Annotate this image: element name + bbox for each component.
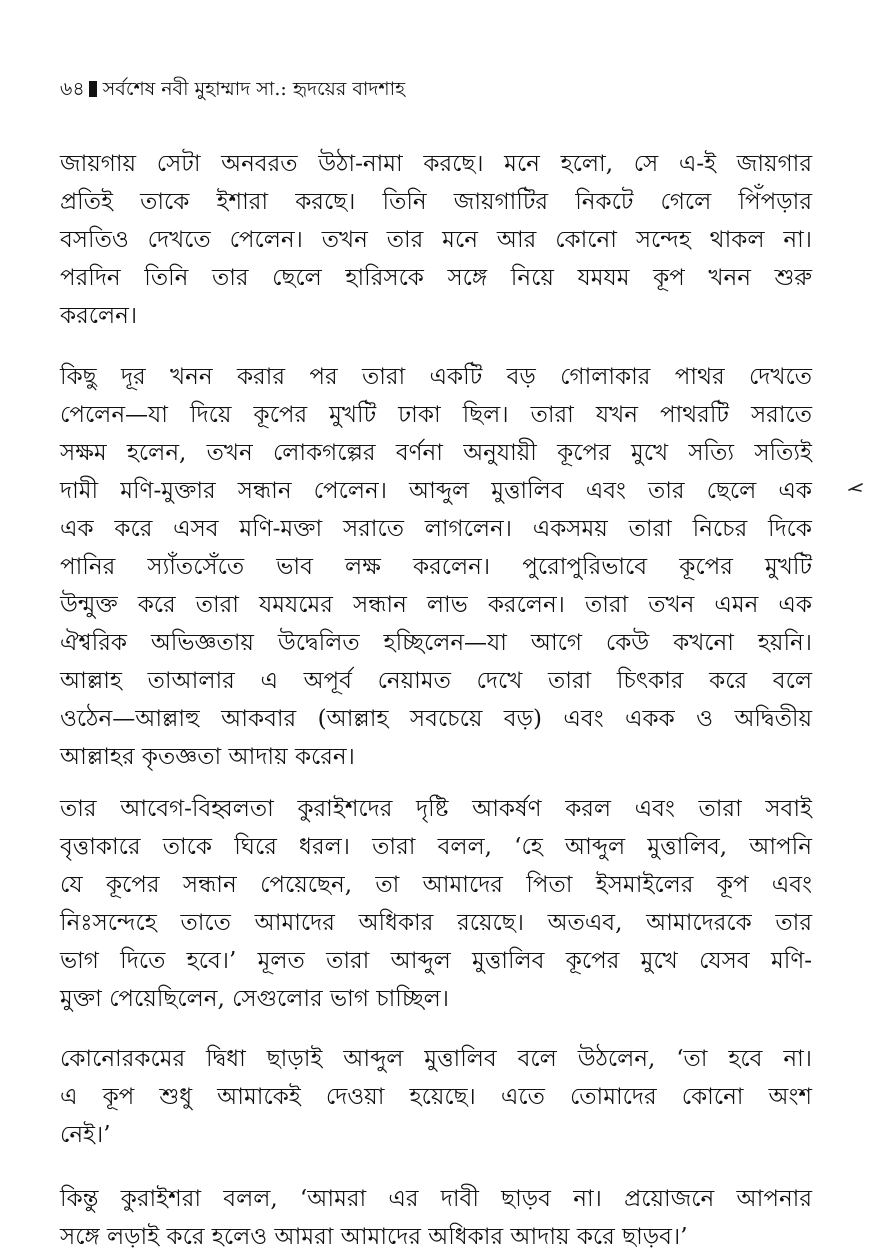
text-line: ঐশ্বরিক অভিজ্ঞতায় উদ্বেলিত হচ্ছিলেন—যা আগে কেউ কখনো হয়নি। [60,630,812,656]
paragraph-2 [60,358,812,776]
text-line: সক্ষম হলেন, তখন লোকগল্পের বর্ণনা অনুযায়ী কূপের মুখে সত্যি সত্যিই [60,440,812,466]
text-line: বসতিও দেখতে পেলেন। তখন তার মনে আর কোনো সন্দেহ থাকল না। [60,227,812,253]
text-line: প্রতিই তাকে ইশারা করছে। তিনি জায়গাটির নিকটে গেলে পিঁপড়ার [60,189,812,215]
text-line: ওঠেন—আল্লাহু আকবার (আল্লাহ সবচেয়ে বড়) এবং একক ও অদ্বিতীয় [60,706,812,732]
text-line: নিঃসন্দেহে তাতে আমাদের অধিকার রয়েছে। অতএব, আমাদেরকে তার [60,910,812,936]
text-line: এ কূপ শুধু আমাকেই দেওয়া হয়েছে। এতে তোমাদের কোনো অংশ [60,1084,812,1110]
paragraph-5 [60,1180,812,1256]
text-line: পেলেন—যা দিয়ে কূপের মুখটি ঢাকা ছিল। তারা যখন পাথরটি সরাতে [60,402,812,428]
text-line: আল্লাহর কৃতজ্ঞতা আদায় করেন। [60,744,355,770]
text-line: কোনোরকমের দ্বিধা ছাড়াই আব্দুল মুত্তালিব বলে উঠলেন, ‘তা হবে না। [60,1046,812,1072]
text-line: পানির স্যাঁতসেঁতে ভাব লক্ষ করলেন। পুরোপুরিভাবে কূপের মুখটি [60,554,812,580]
text-line: তার আবেগ-বিহ্বলতা কুরাইশদের দৃষ্টি আকর্ষণ করল এবং তারা সবাই [60,796,812,822]
text-line: পরদিন তিনি তার ছেলে হারিসকে সঙ্গে নিয়ে যমযম কূপ খনন শুরু [60,265,812,291]
paragraph-4 [60,1040,812,1154]
text-line: উন্মুক্ত করে তারা যমযমের সন্ধান লাভ করলেন। তারা তখন এমন এক [60,592,812,618]
page-number: ৬৪ [60,78,85,100]
text-line: নেই।’ [60,1122,111,1148]
paragraph-1 [60,145,812,335]
running-header [60,76,405,102]
text-line: আল্লাহ তাআলার এ অপূর্ব নেয়ামত দেখে তারা চিৎকার করে বলে [60,668,812,694]
text-line: করলেন। [60,303,138,329]
text-line: ভাগ দিতে হবে।’ মূলত তারা আব্দুল মুত্তালিব কূপের মুখে যেসব মণি- [60,948,812,974]
book-title: সর্বশেষ নবী মুহাম্মাদ সা.: হৃদয়ের বাদশাহ [102,78,406,100]
text-line: মুক্তা পেয়েছিলেন, সেগুলোর ভাগ চাচ্ছিল। [60,986,450,1012]
pen-mark-icon [848,482,864,492]
header-separator-square [89,81,97,97]
text-line: কিন্তু কুরাইশরা বলল, ‘আমরা এর দাবী ছাড়ব না। প্রয়োজনে আপনার [60,1186,812,1212]
text-line: এক করে এসব মণি-মক্তা সরাতে লাগলেন। একসময় তারা নিচের দিকে [60,516,812,542]
text-line: জায়গায় সেটা অনবরত উঠা-নামা করছে। মনে হলো, সে এ-ই জায়গার [60,151,812,177]
text-line: সঙ্গে লড়াই করে হলেও আমরা আমাদের অধিকার আদায় করে ছাড়ব।’ [60,1224,688,1250]
text-line: দামী মণি-মুক্তার সন্ধান পেলেন। আব্দুল মুত্তালিব এবং তার ছেলে এক [60,478,812,504]
text-line: কিছু দূর খনন করার পর তারা একটি বড় গোলাকার পাথর দেখতে [60,364,812,390]
text-line: বৃত্তাকারে তাকে ঘিরে ধরল। তারা বলল, ‘হে আব্দুল মুত্তালিব, আপনি [60,834,812,860]
paragraph-3 [60,790,812,1018]
text-line: যে কূপের সন্ধান পেয়েছেন, তা আমাদের পিতা ইসমাইলের কূপ এবং [60,872,812,898]
